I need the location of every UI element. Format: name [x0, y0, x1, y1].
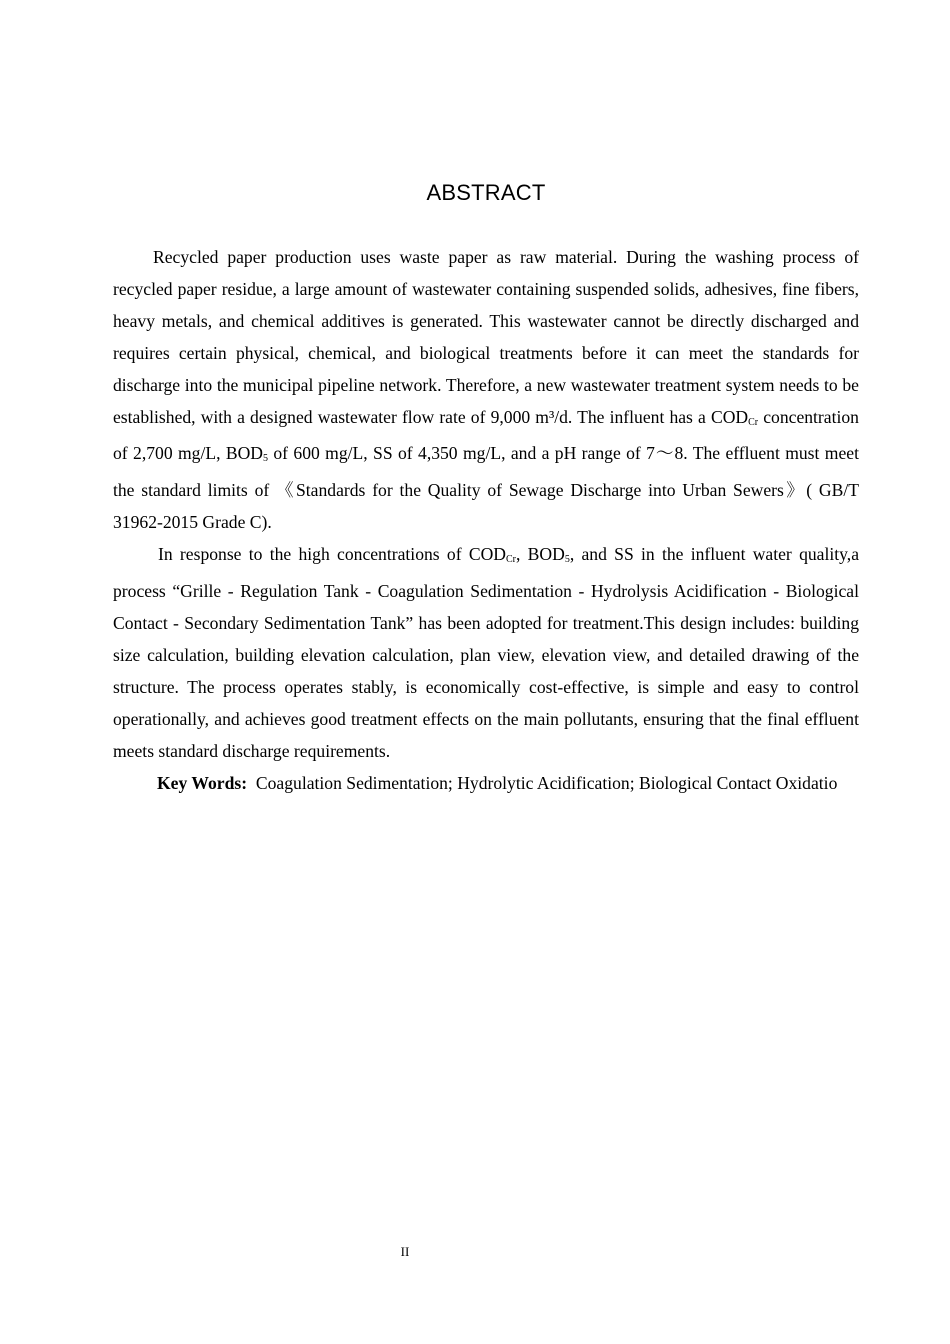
keywords-line: [113, 768, 859, 800]
p1-text-1: Recycled paper production uses waste paper as raw material. During the washing process of recycled paper residue, a large amount of wastewater containing suspended solids, adhesives, fine fibers, heavy metals, and chemical additives is generated. This wastewater cannot be directly discharged and requires certain physical, chemical, and biological treatments before it can meet the standards for discharge into the municipal pipeline network. Therefore, a new wastewater treatment system needs to be established, with a designed wastewater flow rate of 9,000 m³/d. The influent has a COD: [113, 247, 859, 427]
p1-subscript-5: 5: [263, 453, 269, 465]
abstract-paragraph-2: [113, 539, 859, 767]
p2-subscript-5: 5: [564, 554, 570, 566]
p2-subscript-cr: Cr: [505, 554, 516, 566]
page-number: II: [400, 1244, 410, 1259]
p1-text-3: of 600 mg/L, SS of 4,350 mg/L, and a pH range of 7～8. The effluent must meet the standard limits of 《Standards for the Quality of Sewage Discharge into Urban Sewers》( GB/T 31962-2015 Grade C).: [113, 443, 859, 533]
p2-text-2: , BOD: [515, 544, 565, 565]
keywords-label: Key Words:: [157, 772, 248, 793]
abstract-body: [113, 242, 859, 799]
abstract-paragraph-1: [113, 242, 859, 539]
keywords-text: Coagulation Sedimentation; Hydrolytic Acidification; Biological Contact Oxidatio: [255, 772, 838, 793]
page-title: ABSTRACT: [426, 180, 546, 205]
p1-subscript-cr: Cr: [748, 416, 759, 428]
p1-text-2: concentration of 2,700 mg/L, BOD: [113, 406, 859, 464]
p2-text-1: In response to the high concentrations of COD: [158, 544, 506, 565]
p2-text-3: , and SS in the influent water quality,a process “Grille - Regulation Tank - Coagulation Sedimentation - Hydrolysis Acidification - Biological Contact - Secondary Sedimentation Tank” has been adopted for treatment.This design includes: building size calculation, building elevation calculation, plan view, elevation view, and detailed drawing of the structure. The process operates stably, is economically cost-effective, is simple and easy to control operationally, and achieves good treatment effects on the main pollutants, ensuring that the final effluent meets standard discharge requirements.: [113, 544, 859, 761]
